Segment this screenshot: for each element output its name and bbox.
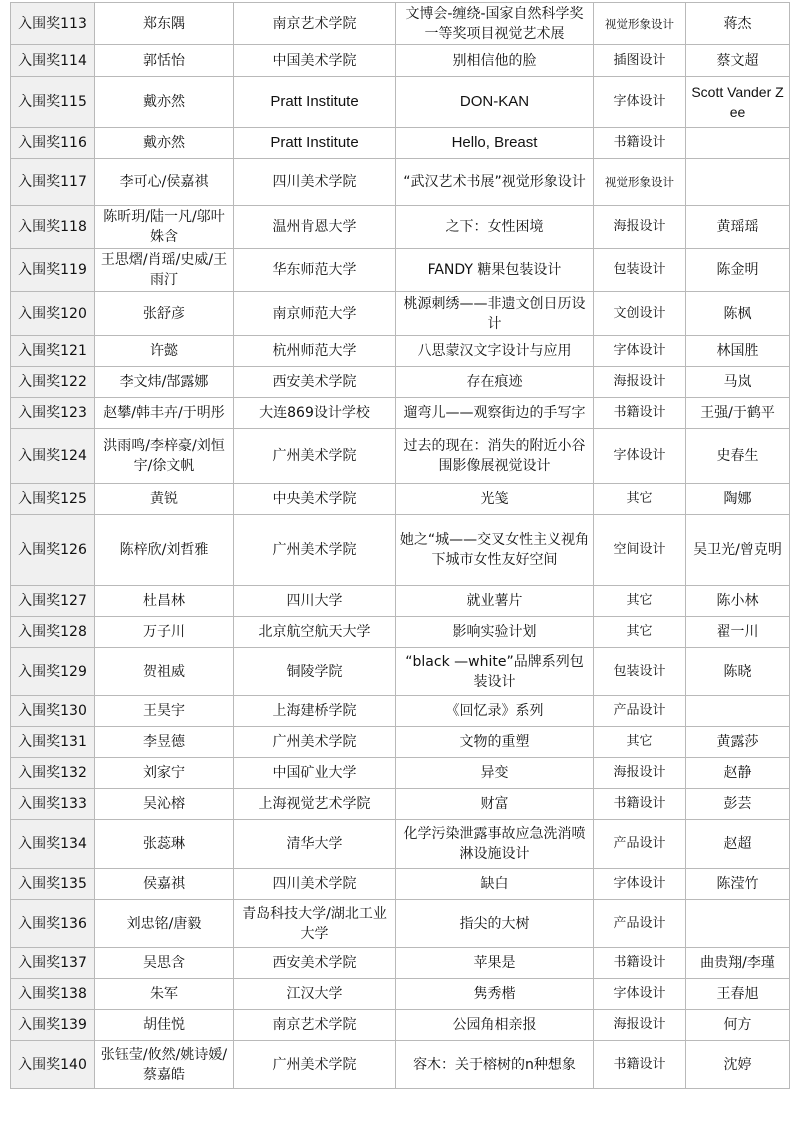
- category-cell: 字体设计: [594, 979, 686, 1010]
- table-row: [11, 3, 790, 45]
- work-title-cell: 隽秀楷: [396, 979, 594, 1010]
- work-title-cell: 文博会-缠绕-国家自然科学奖一等奖项目视觉艺术展: [396, 3, 594, 45]
- work-title-cell: “武汉艺术书展”视觉形象设计: [396, 159, 594, 206]
- advisor-cell: 黄露莎: [686, 727, 790, 758]
- category-cell: 视觉形象设计: [594, 159, 686, 206]
- author-cell: 李可心/侯嘉祺: [95, 159, 234, 206]
- category-cell: 海报设计: [594, 758, 686, 789]
- category-cell: 产品设计: [594, 820, 686, 869]
- table-row: [11, 586, 790, 617]
- school-cell: 温州肯恩大学: [234, 206, 396, 249]
- school-cell: 江汉大学: [234, 979, 396, 1010]
- advisor-cell: 赵静: [686, 758, 790, 789]
- work-title-cell: 影响实验计划: [396, 617, 594, 648]
- work-title-cell: 就业薯片: [396, 586, 594, 617]
- author-cell: 王思熠/肖瑶/史威/王雨汀: [95, 249, 234, 292]
- category-cell: 视觉形象设计: [594, 3, 686, 45]
- award-number-cell: 入围奖140: [11, 1041, 95, 1089]
- school-cell: 清华大学: [234, 820, 396, 869]
- author-cell: 陈梓欣/刘哲雅: [95, 515, 234, 586]
- award-number-cell: 入围奖132: [11, 758, 95, 789]
- work-title-cell: 异变: [396, 758, 594, 789]
- author-cell: 许懿: [95, 336, 234, 367]
- award-number-cell: 入围奖118: [11, 206, 95, 249]
- award-number-cell: 入围奖139: [11, 1010, 95, 1041]
- table-row: [11, 820, 790, 869]
- award-list-table: [10, 2, 790, 1089]
- award-number-cell: 入围奖133: [11, 789, 95, 820]
- school-cell: 青岛科技大学/湖北工业大学: [234, 900, 396, 948]
- school-cell: 南京艺术学院: [234, 3, 396, 45]
- table-row: [11, 727, 790, 758]
- advisor-cell: 曲贵翔/李瑾: [686, 948, 790, 979]
- advisor-cell: 王强/于鹤平: [686, 398, 790, 429]
- advisor-cell: [686, 900, 790, 948]
- school-cell: 四川美术学院: [234, 869, 396, 900]
- school-cell: 四川美术学院: [234, 159, 396, 206]
- work-title-cell: 财富: [396, 789, 594, 820]
- category-cell: 书籍设计: [594, 789, 686, 820]
- advisor-cell: 陈晓: [686, 648, 790, 696]
- advisor-cell: [686, 128, 790, 159]
- school-cell: 南京艺术学院: [234, 1010, 396, 1041]
- author-cell: 陈昕玥/陆一凡/邬叶姝含: [95, 206, 234, 249]
- table-row: [11, 979, 790, 1010]
- table-row: [11, 159, 790, 206]
- author-cell: 郑东隅: [95, 3, 234, 45]
- award-number-cell: 入围奖121: [11, 336, 95, 367]
- school-cell: 广州美术学院: [234, 727, 396, 758]
- author-cell: 李文炜/郜露娜: [95, 367, 234, 398]
- author-cell: 万子川: [95, 617, 234, 648]
- advisor-cell: 何方: [686, 1010, 790, 1041]
- table-row: [11, 249, 790, 292]
- table-row: [11, 758, 790, 789]
- work-title-cell: 《回忆录》系列: [396, 696, 594, 727]
- category-cell: 书籍设计: [594, 948, 686, 979]
- work-title-cell: 指尖的大树: [396, 900, 594, 948]
- school-cell: 中国美术学院: [234, 45, 396, 77]
- table-row: [11, 336, 790, 367]
- advisor-cell: 陈滢竹: [686, 869, 790, 900]
- work-title-cell: 苹果是: [396, 948, 594, 979]
- award-number-cell: 入围奖119: [11, 249, 95, 292]
- work-title-cell: Hello, Breast: [396, 128, 594, 159]
- category-cell: 文创设计: [594, 292, 686, 336]
- author-cell: 张蕊琳: [95, 820, 234, 869]
- school-cell: 四川大学: [234, 586, 396, 617]
- work-title-cell: 公园角相亲报: [396, 1010, 594, 1041]
- table-row: [11, 515, 790, 586]
- advisor-cell: 彭芸: [686, 789, 790, 820]
- category-cell: 包装设计: [594, 648, 686, 696]
- award-number-cell: 入围奖115: [11, 77, 95, 128]
- table-row: [11, 1041, 790, 1089]
- school-cell: 中央美术学院: [234, 484, 396, 515]
- table-row: [11, 398, 790, 429]
- advisor-cell: 蔡文超: [686, 45, 790, 77]
- school-cell: 中国矿业大学: [234, 758, 396, 789]
- work-title-cell: 别相信他的脸: [396, 45, 594, 77]
- table-row: [11, 648, 790, 696]
- advisor-cell: 沈婷: [686, 1041, 790, 1089]
- table-row: [11, 869, 790, 900]
- table-row: [11, 128, 790, 159]
- category-cell: 海报设计: [594, 367, 686, 398]
- advisor-cell: 翟一川: [686, 617, 790, 648]
- school-cell: 大连869设计学校: [234, 398, 396, 429]
- author-cell: 李昱德: [95, 727, 234, 758]
- category-cell: 产品设计: [594, 696, 686, 727]
- category-cell: 产品设计: [594, 900, 686, 948]
- school-cell: 西安美术学院: [234, 948, 396, 979]
- author-cell: 王昊宇: [95, 696, 234, 727]
- award-number-cell: 入围奖117: [11, 159, 95, 206]
- award-number-cell: 入围奖122: [11, 367, 95, 398]
- table-row: [11, 45, 790, 77]
- category-cell: 包装设计: [594, 249, 686, 292]
- advisor-cell: 王春旭: [686, 979, 790, 1010]
- award-number-cell: 入围奖128: [11, 617, 95, 648]
- school-cell: Pratt Institute: [234, 77, 396, 128]
- table-row: [11, 429, 790, 484]
- table-row: [11, 696, 790, 727]
- category-cell: 书籍设计: [594, 128, 686, 159]
- award-number-cell: 入围奖129: [11, 648, 95, 696]
- advisor-cell: 马岚: [686, 367, 790, 398]
- work-title-cell: 化学污染泄露事故应急洗消喷淋设施设计: [396, 820, 594, 869]
- table-row: [11, 77, 790, 128]
- work-title-cell: FANDY 糖果包装设计: [396, 249, 594, 292]
- advisor-cell: 林国胜: [686, 336, 790, 367]
- advisor-cell: 陶娜: [686, 484, 790, 515]
- advisor-cell: 陈小林: [686, 586, 790, 617]
- work-title-cell: 存在痕迹: [396, 367, 594, 398]
- school-cell: 杭州师范大学: [234, 336, 396, 367]
- award-number-cell: 入围奖131: [11, 727, 95, 758]
- school-cell: 北京航空航天大学: [234, 617, 396, 648]
- table-row: [11, 484, 790, 515]
- work-title-cell: 缺白: [396, 869, 594, 900]
- advisor-cell: 史春生: [686, 429, 790, 484]
- table-row: [11, 900, 790, 948]
- school-cell: 南京师范大学: [234, 292, 396, 336]
- award-number-cell: 入围奖123: [11, 398, 95, 429]
- award-number-cell: 入围奖137: [11, 948, 95, 979]
- table-row: [11, 1010, 790, 1041]
- school-cell: 铜陵学院: [234, 648, 396, 696]
- work-title-cell: 她之“城——交叉女性主义视角下城市女性友好空间: [396, 515, 594, 586]
- advisor-cell: 黄瑶瑶: [686, 206, 790, 249]
- category-cell: 空间设计: [594, 515, 686, 586]
- category-cell: 其它: [594, 586, 686, 617]
- category-cell: 其它: [594, 727, 686, 758]
- award-number-cell: 入围奖127: [11, 586, 95, 617]
- author-cell: 胡佳悦: [95, 1010, 234, 1041]
- advisor-cell: 吴卫光/曾克明: [686, 515, 790, 586]
- author-cell: 张钰莹/攸然/姚诗媛/蔡嘉皓: [95, 1041, 234, 1089]
- advisor-cell: 赵超: [686, 820, 790, 869]
- work-title-cell: 文物的重塑: [396, 727, 594, 758]
- category-cell: 字体设计: [594, 869, 686, 900]
- work-title-cell: 八思蒙汉文字设计与应用: [396, 336, 594, 367]
- category-cell: 书籍设计: [594, 398, 686, 429]
- work-title-cell: 桃源刺绣——非遗文创日历设计: [396, 292, 594, 336]
- school-cell: 华东师范大学: [234, 249, 396, 292]
- work-title-cell: DON-KAN: [396, 77, 594, 128]
- category-cell: 海报设计: [594, 206, 686, 249]
- school-cell: 西安美术学院: [234, 367, 396, 398]
- award-number-cell: 入围奖130: [11, 696, 95, 727]
- author-cell: 吴思含: [95, 948, 234, 979]
- award-number-cell: 入围奖135: [11, 869, 95, 900]
- work-title-cell: 之下：女性困境: [396, 206, 594, 249]
- award-number-cell: 入围奖116: [11, 128, 95, 159]
- award-number-cell: 入围奖114: [11, 45, 95, 77]
- award-number-cell: 入围奖134: [11, 820, 95, 869]
- work-title-cell: 过去的现在：消失的附近小谷围影像展视觉设计: [396, 429, 594, 484]
- table-row: [11, 789, 790, 820]
- advisor-cell: [686, 696, 790, 727]
- table-row: [11, 948, 790, 979]
- category-cell: 字体设计: [594, 77, 686, 128]
- author-cell: 朱军: [95, 979, 234, 1010]
- award-number-cell: 入围奖113: [11, 3, 95, 45]
- table-row: [11, 206, 790, 249]
- author-cell: 贺祖威: [95, 648, 234, 696]
- author-cell: 张舒彦: [95, 292, 234, 336]
- category-cell: 其它: [594, 617, 686, 648]
- author-cell: 杜昌林: [95, 586, 234, 617]
- category-cell: 字体设计: [594, 429, 686, 484]
- work-title-cell: 遛弯儿——观察街边的手写字: [396, 398, 594, 429]
- author-cell: 刘家宁: [95, 758, 234, 789]
- school-cell: 广州美术学院: [234, 429, 396, 484]
- work-title-cell: 光笺: [396, 484, 594, 515]
- category-cell: 海报设计: [594, 1010, 686, 1041]
- work-title-cell: “black —white”品牌系列包装设计: [396, 648, 594, 696]
- author-cell: 郭恬怡: [95, 45, 234, 77]
- school-cell: 上海视觉艺术学院: [234, 789, 396, 820]
- category-cell: 插图设计: [594, 45, 686, 77]
- work-title-cell: 容木：关于榕树的n种想象: [396, 1041, 594, 1089]
- award-number-cell: 入围奖125: [11, 484, 95, 515]
- category-cell: 其它: [594, 484, 686, 515]
- award-number-cell: 入围奖138: [11, 979, 95, 1010]
- author-cell: 刘忠铭/唐毅: [95, 900, 234, 948]
- author-cell: 吴沁榕: [95, 789, 234, 820]
- school-cell: 上海建桥学院: [234, 696, 396, 727]
- award-number-cell: 入围奖124: [11, 429, 95, 484]
- category-cell: 书籍设计: [594, 1041, 686, 1089]
- author-cell: 戴亦然: [95, 128, 234, 159]
- school-cell: 广州美术学院: [234, 515, 396, 586]
- author-cell: 戴亦然: [95, 77, 234, 128]
- advisor-cell: 陈枫: [686, 292, 790, 336]
- author-cell: 赵攀/韩丰卉/于明彤: [95, 398, 234, 429]
- school-cell: 广州美术学院: [234, 1041, 396, 1089]
- category-cell: 字体设计: [594, 336, 686, 367]
- table-row: [11, 617, 790, 648]
- advisor-cell: 蒋杰: [686, 3, 790, 45]
- advisor-cell: Scott Vander Zee: [686, 77, 790, 128]
- advisor-cell: [686, 159, 790, 206]
- table-row: [11, 292, 790, 336]
- advisor-cell: 陈金明: [686, 249, 790, 292]
- table-body: [11, 3, 790, 1089]
- author-cell: 黄锐: [95, 484, 234, 515]
- award-number-cell: 入围奖126: [11, 515, 95, 586]
- award-number-cell: 入围奖120: [11, 292, 95, 336]
- table-row: [11, 367, 790, 398]
- school-cell: Pratt Institute: [234, 128, 396, 159]
- author-cell: 侯嘉祺: [95, 869, 234, 900]
- award-number-cell: 入围奖136: [11, 900, 95, 948]
- author-cell: 洪雨鸣/李梓豪/刘恒宇/徐文帆: [95, 429, 234, 484]
